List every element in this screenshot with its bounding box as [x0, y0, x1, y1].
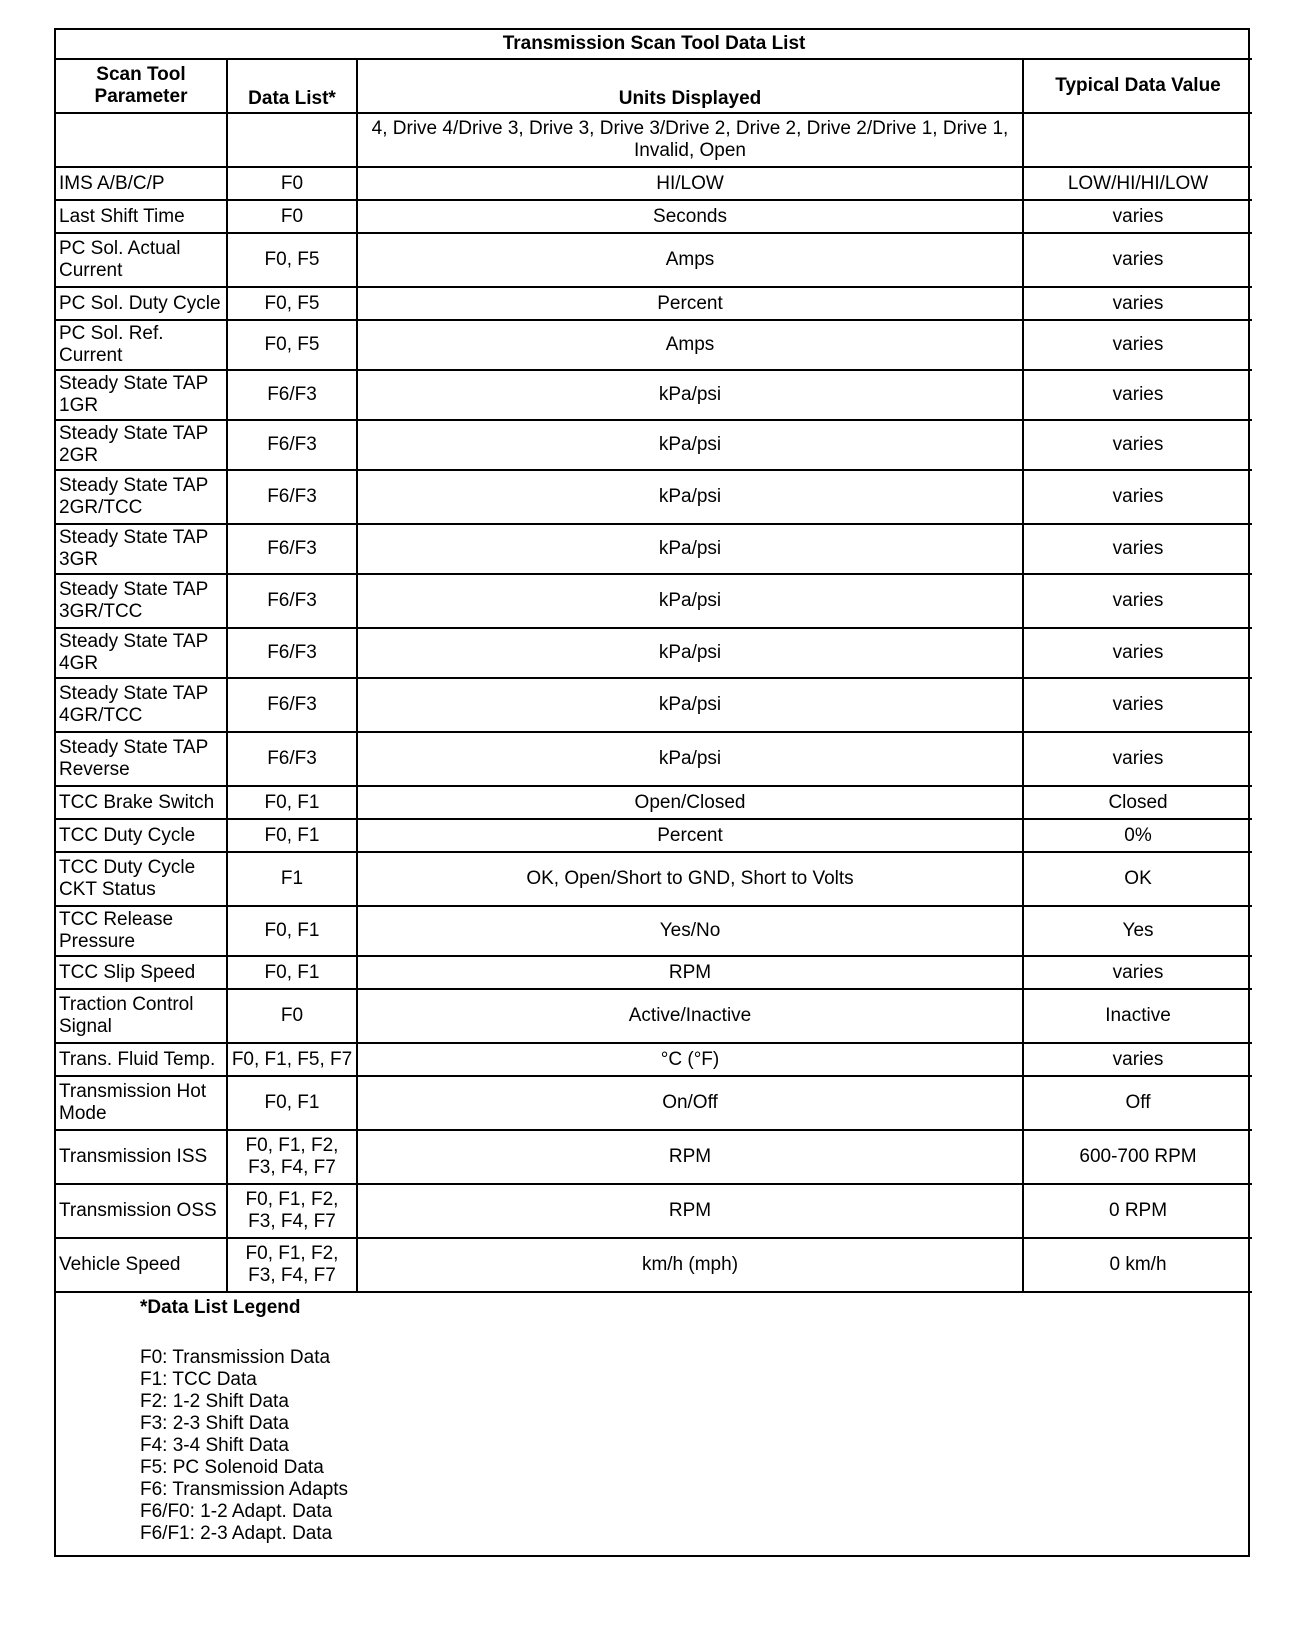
legend-item: F5: PC Solenoid Data	[140, 1457, 324, 1478]
typical-value-cell: Yes	[1023, 906, 1252, 956]
table-row	[56, 370, 1252, 420]
header-data-list: Data List*	[227, 59, 357, 113]
param-cell: Steady State TAP 4GR/TCC	[56, 678, 227, 732]
units-cell: HI/LOW	[357, 167, 1023, 200]
table-row	[56, 956, 1252, 989]
units-cell: 4, Drive 4/Drive 3, Drive 3, Drive 3/Drive 2, Drive 2, Drive 2/Drive 1, Drive 1, Invalid, Open	[357, 113, 1023, 167]
units-cell: kPa/psi	[357, 420, 1023, 470]
param-cell: IMS A/B/C/P	[56, 167, 227, 200]
table-row	[56, 524, 1252, 574]
table-row	[56, 852, 1252, 906]
typical-value-cell: Off	[1023, 1076, 1252, 1130]
typical-value-cell: varies	[1023, 732, 1252, 786]
header-units: Units Displayed	[357, 59, 1023, 113]
data-list-cell: F0, F1, F5, F7	[227, 1043, 357, 1076]
data-list-cell: F0, F1, F2, F3, F4, F7	[227, 1184, 357, 1238]
data-list-cell: F6/F3	[227, 420, 357, 470]
table-row	[56, 200, 1252, 233]
legend-items	[140, 1347, 1248, 1545]
typical-value-cell: varies	[1023, 470, 1252, 524]
units-cell: kPa/psi	[357, 574, 1023, 628]
units-cell: Active/Inactive	[357, 989, 1023, 1043]
units-cell: km/h (mph)	[357, 1238, 1023, 1292]
table-row	[56, 628, 1252, 678]
param-cell: Steady State TAP 1GR	[56, 370, 227, 420]
data-list-cell: F6/F3	[227, 678, 357, 732]
param-cell: PC Sol. Actual Current	[56, 233, 227, 287]
legend-item: F1: TCC Data	[140, 1369, 257, 1390]
param-cell: PC Sol. Ref. Current	[56, 320, 227, 370]
data-list-cell: F6/F3	[227, 574, 357, 628]
typical-value-cell: varies	[1023, 200, 1252, 233]
data-list-cell: F0, F1	[227, 786, 357, 819]
data-list-cell: F0	[227, 200, 357, 233]
data-list-cell: F6/F3	[227, 524, 357, 574]
data-list-cell: F6/F3	[227, 370, 357, 420]
units-cell: RPM	[357, 1130, 1023, 1184]
data-list-sheet	[54, 28, 1250, 1557]
table-row	[56, 470, 1252, 524]
table-row	[56, 1076, 1252, 1130]
units-cell: kPa/psi	[357, 470, 1023, 524]
typical-value-cell	[1023, 113, 1252, 167]
units-cell: Amps	[357, 233, 1023, 287]
table-row	[56, 1238, 1252, 1292]
units-cell: kPa/psi	[357, 370, 1023, 420]
units-cell: On/Off	[357, 1076, 1023, 1130]
table-body	[56, 113, 1252, 1292]
legend-item: F6/F1: 2-3 Adapt. Data	[140, 1523, 333, 1544]
table-row	[56, 819, 1252, 852]
legend-item: F0: Transmission Data	[140, 1347, 331, 1368]
table-row	[56, 574, 1252, 628]
data-list-cell: F6/F3	[227, 628, 357, 678]
legend-item: F2: 1-2 Shift Data	[140, 1391, 289, 1412]
typical-value-cell: varies	[1023, 574, 1252, 628]
table-row	[56, 906, 1252, 956]
legend-title: *Data List Legend	[140, 1297, 301, 1318]
data-list-cell: F6/F3	[227, 470, 357, 524]
units-cell: RPM	[357, 1184, 1023, 1238]
typical-value-cell: varies	[1023, 628, 1252, 678]
table-row	[56, 167, 1252, 200]
typical-value-cell: 0 km/h	[1023, 1238, 1252, 1292]
table-row	[56, 287, 1252, 320]
param-cell: Steady State TAP 4GR	[56, 628, 227, 678]
data-list-legend	[56, 1293, 1248, 1555]
typical-value-cell: varies	[1023, 320, 1252, 370]
units-cell: Seconds	[357, 200, 1023, 233]
table-row	[56, 233, 1252, 287]
legend-item: F3: 2-3 Shift Data	[140, 1413, 289, 1434]
table-row	[56, 1130, 1252, 1184]
typical-value-cell: 0 RPM	[1023, 1184, 1252, 1238]
typical-value-cell: Inactive	[1023, 989, 1252, 1043]
legend-item: F4: 3-4 Shift Data	[140, 1435, 289, 1456]
typical-value-cell: varies	[1023, 524, 1252, 574]
param-cell: Transmission ISS	[56, 1130, 227, 1184]
data-list-cell: F0, F1	[227, 819, 357, 852]
units-cell: kPa/psi	[357, 732, 1023, 786]
typical-value-cell: varies	[1023, 420, 1252, 470]
param-cell: Steady State TAP 3GR/TCC	[56, 574, 227, 628]
data-list-cell: F0, F5	[227, 287, 357, 320]
table-row	[56, 113, 1252, 167]
data-list-cell: F0, F1, F2, F3, F4, F7	[227, 1130, 357, 1184]
units-cell: RPM	[357, 956, 1023, 989]
typical-value-cell: varies	[1023, 370, 1252, 420]
data-list-cell: F0	[227, 989, 357, 1043]
table-row	[56, 786, 1252, 819]
param-cell: Vehicle Speed	[56, 1238, 227, 1292]
typical-value-cell: varies	[1023, 956, 1252, 989]
table-row	[56, 420, 1252, 470]
param-cell: Steady State TAP Reverse	[56, 732, 227, 786]
table-row	[56, 320, 1252, 370]
typical-value-cell: 600-700 RPM	[1023, 1130, 1252, 1184]
units-cell: kPa/psi	[357, 524, 1023, 574]
legend-item: F6: Transmission Adapts	[140, 1479, 349, 1500]
typical-value-cell: OK	[1023, 852, 1252, 906]
units-cell: Open/Closed	[357, 786, 1023, 819]
param-cell: Transmission Hot Mode	[56, 1076, 227, 1130]
units-cell: Amps	[357, 320, 1023, 370]
typical-value-cell: 0%	[1023, 819, 1252, 852]
typical-value-cell: varies	[1023, 287, 1252, 320]
data-list-cell	[227, 113, 357, 167]
scan-tool-data-table	[56, 30, 1252, 1293]
data-list-cell: F0, F1	[227, 1076, 357, 1130]
units-cell: Percent	[357, 287, 1023, 320]
param-cell: PC Sol. Duty Cycle	[56, 287, 227, 320]
param-cell: TCC Slip Speed	[56, 956, 227, 989]
units-cell: °C (°F)	[357, 1043, 1023, 1076]
table-row	[56, 989, 1252, 1043]
typical-value-cell: varies	[1023, 233, 1252, 287]
param-cell: TCC Duty Cycle	[56, 819, 227, 852]
units-cell: Percent	[357, 819, 1023, 852]
param-cell: Last Shift Time	[56, 200, 227, 233]
param-cell: Transmission OSS	[56, 1184, 227, 1238]
units-cell: kPa/psi	[357, 628, 1023, 678]
typical-value-cell: varies	[1023, 1043, 1252, 1076]
param-cell: Trans. Fluid Temp.	[56, 1043, 227, 1076]
units-cell: OK, Open/Short to GND, Short to Volts	[357, 852, 1023, 906]
table-row	[56, 678, 1252, 732]
param-cell: Steady State TAP 2GR	[56, 420, 227, 470]
param-cell: TCC Duty Cycle CKT Status	[56, 852, 227, 906]
param-cell: TCC Brake Switch	[56, 786, 227, 819]
data-list-cell: F0	[227, 167, 357, 200]
legend-item: F6/F0: 1-2 Adapt. Data	[140, 1501, 333, 1522]
units-cell: kPa/psi	[357, 678, 1023, 732]
header-parameter: Scan Tool Parameter	[56, 59, 227, 113]
header-typical-value: Typical Data Value	[1023, 59, 1252, 113]
param-cell: Traction Control Signal	[56, 989, 227, 1043]
typical-value-cell: LOW/HI/HI/LOW	[1023, 167, 1252, 200]
data-list-cell: F0, F1, F2, F3, F4, F7	[227, 1238, 357, 1292]
typical-value-cell: Closed	[1023, 786, 1252, 819]
table-row	[56, 732, 1252, 786]
table-row	[56, 1184, 1252, 1238]
param-cell	[56, 113, 227, 167]
data-list-cell: F0, F5	[227, 233, 357, 287]
table-row	[56, 1043, 1252, 1076]
units-cell: Yes/No	[357, 906, 1023, 956]
data-list-cell: F6/F3	[227, 732, 357, 786]
param-cell: TCC Release Pressure	[56, 906, 227, 956]
data-list-cell: F0, F5	[227, 320, 357, 370]
data-list-cell: F0, F1	[227, 906, 357, 956]
data-list-cell: F1	[227, 852, 357, 906]
typical-value-cell: varies	[1023, 678, 1252, 732]
param-cell: Steady State TAP 2GR/TCC	[56, 470, 227, 524]
data-list-cell: F0, F1	[227, 956, 357, 989]
param-cell: Steady State TAP 3GR	[56, 524, 227, 574]
table-title: Transmission Scan Tool Data List	[56, 30, 1252, 59]
